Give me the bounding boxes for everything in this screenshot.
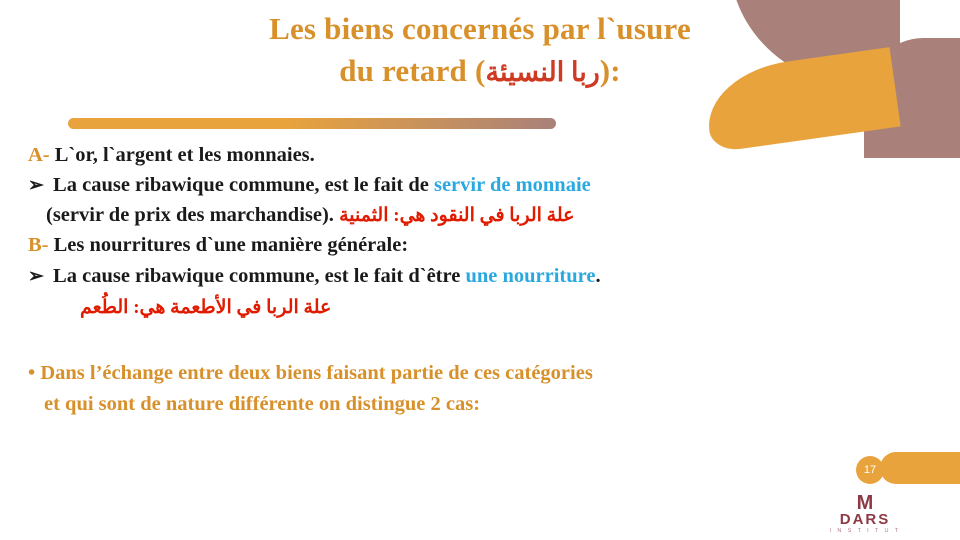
logo-subtitle: I N S T I T U T bbox=[829, 528, 901, 534]
page-number-badge: 17 bbox=[856, 456, 884, 484]
logo-mark-icon: M bbox=[856, 492, 874, 514]
closing-statement bbox=[28, 358, 928, 420]
decorative-orange-pill bbox=[880, 452, 960, 484]
section-b-arabic-note: علة الربا في الأطعمة هي: الطُعم bbox=[80, 296, 332, 318]
section-b-bullet-text-1: La cause ribawique commune, est le fait d`être bbox=[47, 264, 466, 287]
closing-line-1 bbox=[28, 358, 928, 389]
logo-name: DARS bbox=[839, 511, 891, 528]
arrow-bullet-icon: ➢ bbox=[28, 175, 44, 197]
closing-line-1-text: Dans l’échange entre deux biens faisant partie de ces catégories bbox=[35, 361, 593, 384]
slide-title bbox=[0, 8, 960, 91]
title-divider bbox=[68, 118, 556, 129]
title-line-2-french: du retard ( bbox=[339, 52, 486, 88]
title-line-2 bbox=[0, 50, 960, 92]
slide-body bbox=[28, 140, 928, 419]
section-b-bullet bbox=[28, 261, 928, 291]
section-b-bullet-highlight: une nourriture bbox=[465, 264, 596, 287]
section-a-bullet bbox=[28, 170, 928, 200]
arrow-bullet-icon: ➢ bbox=[28, 265, 44, 287]
section-a-bullet-text-2: (servir de prix des marchandise). bbox=[46, 204, 340, 227]
section-b-bullet-text-2: . bbox=[595, 264, 601, 287]
section-a-bullet-continuation bbox=[28, 200, 928, 230]
section-a-label: A- bbox=[28, 144, 50, 166]
title-line-1: Les biens concernés par l`usure bbox=[269, 11, 691, 46]
section-a-arabic-note: علة الربا في النقود هي: الثمنية bbox=[339, 205, 575, 227]
dot-bullet-icon: • bbox=[28, 361, 36, 384]
section-a-text: L`or, l`argent et les monnaies. bbox=[49, 144, 315, 166]
section-a-bullet-highlight: servir de monnaie bbox=[433, 174, 591, 197]
section-b-label: B- bbox=[28, 234, 49, 257]
section-b-text: Les nourritures d`une manière générale: bbox=[48, 234, 409, 257]
section-a-heading bbox=[28, 140, 928, 170]
brand-logo bbox=[822, 494, 908, 534]
section-b-arabic-line bbox=[28, 292, 928, 322]
body-spacer bbox=[28, 322, 928, 358]
section-b-heading bbox=[28, 230, 928, 260]
closing-line-2: et qui sont de nature différente on distingue 2 cas: bbox=[44, 392, 481, 415]
title-line-2-end: ): bbox=[599, 52, 621, 88]
section-a-bullet-text-1: La cause ribawique commune, est le fait de bbox=[47, 174, 434, 197]
title-arabic-term: ربا النسيئة bbox=[485, 56, 600, 87]
